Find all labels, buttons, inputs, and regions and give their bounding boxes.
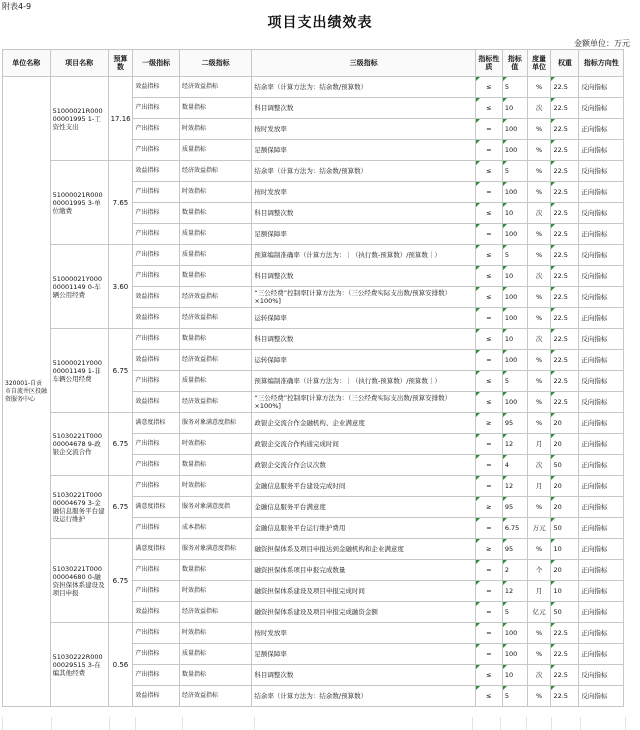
value-cell: 95	[502, 539, 527, 560]
direction-cell: 反向指标	[579, 287, 624, 308]
weight-cell: 22.5	[551, 308, 579, 329]
level1-cell: 产出指标	[133, 203, 180, 224]
nature-cell: ≤	[475, 98, 502, 119]
level3-cell: 金融信息服务平台建设完成时间	[252, 476, 476, 497]
measure-unit-cell: %	[527, 371, 551, 392]
budget-cell: 0.56	[108, 623, 133, 707]
level2-cell: 质量指标	[179, 224, 251, 245]
weight-cell: 22.5	[551, 182, 579, 203]
measure-unit-cell: %	[527, 140, 551, 161]
level1-cell: 效益指标	[133, 308, 180, 329]
value-cell: 100	[502, 287, 527, 308]
header-nature: 指标性质	[475, 50, 502, 77]
measure-unit-cell: %	[527, 350, 551, 371]
value-cell: 100	[502, 140, 527, 161]
weight-cell: 22.5	[551, 245, 579, 266]
project-name-cell: 51030221T00000004678 9-政银企交流合作	[50, 413, 108, 476]
weight-cell: 20	[551, 434, 579, 455]
measure-unit-cell: %	[527, 182, 551, 203]
level3-cell: 运转保障率	[252, 308, 476, 329]
level1-cell: 产出指标	[133, 140, 180, 161]
header-budget: 预算数	[108, 50, 133, 77]
level1-cell: 效益指标	[133, 287, 180, 308]
direction-cell: 正向指标	[579, 308, 624, 329]
measure-unit-cell: %	[527, 119, 551, 140]
measure-unit-cell: %	[527, 539, 551, 560]
measure-unit-cell: 个	[527, 560, 551, 581]
level3-cell: 融资担保体系建设及项目申报完成时间	[252, 581, 476, 602]
value-cell: 100	[502, 182, 527, 203]
table-row	[3, 476, 624, 497]
level2-cell: 经济效益指标	[179, 77, 251, 98]
nature-cell: ≥	[475, 539, 502, 560]
nature-cell: =	[475, 434, 502, 455]
budget-cell: 6.75	[108, 413, 133, 476]
measure-unit-cell: 月	[527, 581, 551, 602]
nature-cell: ≤	[475, 392, 502, 413]
level3-cell: 结余率（计算方法为：结余数/预算数）	[252, 77, 476, 98]
level2-cell: 时效指标	[179, 476, 251, 497]
measure-unit-cell: 次	[527, 665, 551, 686]
weight-cell: 22.5	[551, 287, 579, 308]
direction-cell: 正向指标	[579, 518, 624, 539]
level1-cell: 满意度指标	[133, 413, 180, 434]
value-cell: 100	[502, 224, 527, 245]
budget-cell: 7.65	[108, 161, 133, 245]
level2-cell: 服务对象满意度指	[179, 497, 251, 518]
level3-cell: 融资担保体系项目申报完成数量	[252, 560, 476, 581]
measure-unit-cell: %	[527, 77, 551, 98]
weight-cell: 22.5	[551, 686, 579, 707]
nature-cell: =	[475, 560, 502, 581]
weight-cell: 22.5	[551, 98, 579, 119]
weight-cell: 22.5	[551, 392, 579, 413]
value-cell: 10	[502, 98, 527, 119]
measure-unit-cell: %	[527, 623, 551, 644]
level2-cell: 时效指标	[179, 119, 251, 140]
nature-cell: =	[475, 602, 502, 623]
header-level2: 二级指标	[179, 50, 251, 77]
direction-cell: 反向指标	[579, 371, 624, 392]
weight-cell: 20	[551, 560, 579, 581]
weight-cell: 22.5	[551, 350, 579, 371]
budget-cell: 6.75	[108, 329, 133, 413]
value-cell: 12	[502, 581, 527, 602]
value-cell: 5	[502, 371, 527, 392]
nature-cell: =	[475, 350, 502, 371]
measure-unit-cell: 月	[527, 434, 551, 455]
level3-cell: 融资担保体系建设及项目申报完成融资金额	[252, 602, 476, 623]
header-level1: 一级指标	[133, 50, 180, 77]
header-weight: 权重	[551, 50, 579, 77]
value-cell: 100	[502, 119, 527, 140]
nature-cell: ≤	[475, 203, 502, 224]
weight-cell: 22.5	[551, 161, 579, 182]
header-project-name: 项目名称	[50, 50, 108, 77]
level2-cell: 数量指标	[179, 98, 251, 119]
measure-unit-cell: 月	[527, 476, 551, 497]
level1-cell: 产出指标	[133, 518, 180, 539]
project-name-cell: 51000021Y00000001149 1-非车辆公用经费	[50, 329, 108, 413]
direction-cell: 反向指标	[579, 392, 624, 413]
nature-cell: ≤	[475, 161, 502, 182]
nature-cell: =	[475, 455, 502, 476]
measure-unit-cell: %	[527, 686, 551, 707]
level3-cell: 预算编制准确率（计算方法为：｜（执行数-预算数）/预算数｜）	[252, 371, 476, 392]
level2-cell: 质量指标	[179, 371, 251, 392]
level1-cell: 产出指标	[133, 182, 180, 203]
weight-cell: 50	[551, 518, 579, 539]
header-value: 指标值	[502, 50, 527, 77]
nature-cell: =	[475, 644, 502, 665]
project-name-cell: 51030222R00000029515 3-在编其他经费	[50, 623, 108, 707]
measure-unit-cell: 次	[527, 266, 551, 287]
value-cell: 100	[502, 623, 527, 644]
budget-cell: 6.75	[108, 476, 133, 539]
weight-cell: 22.5	[551, 665, 579, 686]
level1-cell: 产出指标	[133, 476, 180, 497]
weight-cell: 22.5	[551, 203, 579, 224]
nature-cell: ≤	[475, 287, 502, 308]
weight-cell: 50	[551, 602, 579, 623]
level3-cell: 金融信息服务平台满意度	[252, 497, 476, 518]
measure-unit-cell: %	[527, 287, 551, 308]
level3-cell: 结余率（计算方法为：结余数/预算数）	[252, 686, 476, 707]
value-cell: 95	[502, 497, 527, 518]
weight-cell: 22.5	[551, 119, 579, 140]
level1-cell: 产出指标	[133, 245, 180, 266]
level2-cell: 质量指标	[179, 245, 251, 266]
measure-unit-cell: 次	[527, 203, 551, 224]
nature-cell: ≤	[475, 266, 502, 287]
level3-cell: 足额保障率	[252, 224, 476, 245]
table-row	[3, 245, 624, 266]
direction-cell: 正向指标	[579, 182, 624, 203]
level3-cell: 预算编制准确率（计算方法为：｜（执行数-预算数）/预算数｜）	[252, 245, 476, 266]
level1-cell: 效益指标	[133, 350, 180, 371]
level1-cell: 效益指标	[133, 161, 180, 182]
level1-cell: 产出指标	[133, 665, 180, 686]
value-cell: 10	[502, 203, 527, 224]
nature-cell: ≤	[475, 686, 502, 707]
level2-cell: 数量指标	[179, 266, 251, 287]
header-measure-unit: 度量单位	[527, 50, 551, 77]
direction-cell: 正向指标	[579, 140, 624, 161]
level2-cell: 数量指标	[179, 560, 251, 581]
direction-cell: 正向指标	[579, 434, 624, 455]
level1-cell: 效益指标	[133, 686, 180, 707]
nature-cell: =	[475, 623, 502, 644]
weight-cell: 22.5	[551, 266, 579, 287]
table-row	[3, 623, 624, 644]
project-name-cell: 51000021R00000001995 1-工资性支出	[50, 77, 108, 161]
measure-unit-cell: %	[527, 392, 551, 413]
direction-cell: 正向指标	[579, 476, 624, 497]
nature-cell: =	[475, 518, 502, 539]
level1-cell: 效益指标	[133, 392, 180, 413]
direction-cell: 正向指标	[579, 560, 624, 581]
weight-cell: 22.5	[551, 224, 579, 245]
value-cell: 10	[502, 665, 527, 686]
nature-cell: =	[475, 224, 502, 245]
level1-cell: 效益指标	[133, 77, 180, 98]
budget-cell: 6.75	[108, 539, 133, 623]
level2-cell: 成本指标	[179, 518, 251, 539]
direction-cell: 反向指标	[579, 665, 624, 686]
level3-cell: 融资担保体系及项目申报达到金融机构和企业满意度	[252, 539, 476, 560]
level3-cell: 科目调整次数	[252, 98, 476, 119]
level2-cell: 经济效益指标	[179, 308, 251, 329]
attachment-label: 附表4-9	[2, 2, 32, 11]
direction-cell: 正向指标	[579, 224, 624, 245]
level3-cell: 按时发放率	[252, 119, 476, 140]
measure-unit-cell: 亿元	[527, 602, 551, 623]
project-name-cell: 51000021Y00000001149 0-车辆公用经费	[50, 245, 108, 329]
value-cell: 100	[502, 644, 527, 665]
nature-cell: =	[475, 119, 502, 140]
level2-cell: 经济效益指标	[179, 161, 251, 182]
measure-unit-cell: %	[527, 308, 551, 329]
level1-cell: 产出指标	[133, 581, 180, 602]
amount-unit-label: 金额单位：万元	[574, 39, 630, 48]
level3-cell: 政银企交流合作构通完成时间	[252, 434, 476, 455]
nature-cell: ≤	[475, 371, 502, 392]
level3-cell: 结余率（计算方法为：结余数/预算数）	[252, 161, 476, 182]
nature-cell: ≤	[475, 77, 502, 98]
level1-cell: 产出指标	[133, 644, 180, 665]
performance-table	[2, 49, 624, 707]
table-row	[3, 329, 624, 350]
value-cell: 6.75	[502, 518, 527, 539]
direction-cell: 反向指标	[579, 161, 624, 182]
project-name-cell: 51030221T00000004679 3-金融信息服务平台建设运行维护	[50, 476, 108, 539]
level1-cell: 产出指标	[133, 266, 180, 287]
level1-cell: 满意度指标	[133, 539, 180, 560]
measure-unit-cell: %	[527, 161, 551, 182]
value-cell: 12	[502, 434, 527, 455]
level1-cell: 产出指标	[133, 560, 180, 581]
direction-cell: 正向指标	[579, 350, 624, 371]
table-body	[3, 77, 624, 707]
level3-cell: 足额保障率	[252, 140, 476, 161]
value-cell: 5	[502, 77, 527, 98]
budget-cell: 3.60	[108, 245, 133, 329]
table-row	[3, 77, 624, 98]
value-cell: 10	[502, 329, 527, 350]
nature-cell: ≤	[475, 245, 502, 266]
level1-cell: 产出指标	[133, 455, 180, 476]
direction-cell: 反向指标	[579, 329, 624, 350]
level1-cell: 效益指标	[133, 602, 180, 623]
direction-cell: 反向指标	[579, 203, 624, 224]
project-name-cell: 51000021R00000001995 3-单位缴费	[50, 161, 108, 245]
value-cell: 2	[502, 560, 527, 581]
weight-cell: 50	[551, 455, 579, 476]
direction-cell: 正向指标	[579, 623, 624, 644]
weight-cell: 22.5	[551, 140, 579, 161]
table-row	[3, 539, 624, 560]
level3-cell: 按时发放率	[252, 623, 476, 644]
unit-name-cell: 320001-自贡市自流井区投融资服务中心	[3, 77, 51, 707]
weight-cell: 22.5	[551, 77, 579, 98]
level1-cell: 产出指标	[133, 434, 180, 455]
direction-cell: 正向指标	[579, 413, 624, 434]
level2-cell: 数量指标	[179, 665, 251, 686]
level1-cell: 产出指标	[133, 623, 180, 644]
level3-cell: “三公经费”控制率[计算方法为：（三公经费实际支出数/预算安排数）×100%]	[252, 392, 476, 413]
weight-cell: 20	[551, 476, 579, 497]
level2-cell: 服务对象满意度指标	[179, 413, 251, 434]
level2-cell: 经济效益指标	[179, 602, 251, 623]
measure-unit-cell: %	[527, 497, 551, 518]
header-level3: 三级指标	[252, 50, 476, 77]
level2-cell: 时效指标	[179, 182, 251, 203]
level3-cell: 科目调整次数	[252, 203, 476, 224]
nature-cell: ≥	[475, 497, 502, 518]
table-title: 项目支出绩效表	[267, 15, 373, 31]
weight-cell: 10	[551, 539, 579, 560]
level2-cell: 经济效益指标	[179, 350, 251, 371]
value-cell: 4	[502, 455, 527, 476]
measure-unit-cell: 次	[527, 329, 551, 350]
budget-cell: 17.16	[108, 77, 133, 161]
direction-cell: 反向指标	[579, 77, 624, 98]
measure-unit-cell: %	[527, 413, 551, 434]
value-cell: 10	[502, 266, 527, 287]
direction-cell: 正向指标	[579, 602, 624, 623]
level2-cell: 服务对象满意度指标	[179, 539, 251, 560]
value-cell: 95	[502, 413, 527, 434]
level2-cell: 数量指标	[179, 329, 251, 350]
nature-cell: ≤	[475, 665, 502, 686]
direction-cell: 正向指标	[579, 119, 624, 140]
header-direction: 指标方向性	[579, 50, 624, 77]
nature-cell: =	[475, 581, 502, 602]
value-cell: 5	[502, 602, 527, 623]
direction-cell: 正向指标	[579, 455, 624, 476]
direction-cell: 反向指标	[579, 686, 624, 707]
level3-cell: 政银企交流合作金融机构、企业满意度	[252, 413, 476, 434]
level3-cell: 科目调整次数	[252, 665, 476, 686]
level1-cell: 产出指标	[133, 371, 180, 392]
level2-cell: 时效指标	[179, 434, 251, 455]
header-row	[3, 50, 624, 77]
header-unit-name: 单位名称	[3, 50, 51, 77]
level1-cell: 产出指标	[133, 98, 180, 119]
nature-cell: =	[475, 476, 502, 497]
weight-cell: 22.5	[551, 644, 579, 665]
value-cell: 5	[502, 686, 527, 707]
measure-unit-cell: 次	[527, 98, 551, 119]
level2-cell: 时效指标	[179, 623, 251, 644]
value-cell: 100	[502, 350, 527, 371]
measure-unit-cell: %	[527, 224, 551, 245]
value-cell: 5	[502, 161, 527, 182]
level3-cell: 科目调整次数	[252, 266, 476, 287]
nature-cell: =	[475, 140, 502, 161]
level1-cell: 产出指标	[133, 329, 180, 350]
level1-cell: 满意度指标	[133, 497, 180, 518]
nature-cell: =	[475, 308, 502, 329]
measure-unit-cell: %	[527, 245, 551, 266]
measure-unit-cell: 万元	[527, 518, 551, 539]
level3-cell: “三公经费”控制率[计算方法为：（三公经费实际支出数/预算安排数）×100%]	[252, 287, 476, 308]
level2-cell: 时效指标	[179, 581, 251, 602]
sheet-grid-bottom	[2, 717, 625, 730]
direction-cell: 正向指标	[579, 581, 624, 602]
value-cell: 100	[502, 392, 527, 413]
value-cell: 12	[502, 476, 527, 497]
direction-cell: 正向指标	[579, 644, 624, 665]
weight-cell: 22.5	[551, 623, 579, 644]
level2-cell: 经济效益指标	[179, 287, 251, 308]
weight-cell: 10	[551, 581, 579, 602]
level3-cell: 金融信息服务平台运行维护费用	[252, 518, 476, 539]
table-row	[3, 413, 624, 434]
direction-cell: 反向指标	[579, 266, 624, 287]
level2-cell: 数量指标	[179, 203, 251, 224]
direction-cell: 正向指标	[579, 497, 624, 518]
value-cell: 5	[502, 245, 527, 266]
level1-cell: 产出指标	[133, 224, 180, 245]
level3-cell: 政银企交流合作会议次数	[252, 455, 476, 476]
weight-cell: 22.5	[551, 329, 579, 350]
direction-cell: 反向指标	[579, 98, 624, 119]
nature-cell: =	[475, 182, 502, 203]
level2-cell: 经济效益指标	[179, 686, 251, 707]
weight-cell: 22.5	[551, 371, 579, 392]
level3-cell: 按时发放率	[252, 182, 476, 203]
level2-cell: 数量指标	[179, 455, 251, 476]
level1-cell: 产出指标	[133, 119, 180, 140]
direction-cell: 正向指标	[579, 539, 624, 560]
weight-cell: 20	[551, 413, 579, 434]
level3-cell: 运转保障率	[252, 350, 476, 371]
measure-unit-cell: %	[527, 644, 551, 665]
nature-cell: ≤	[475, 329, 502, 350]
direction-cell: 反向指标	[579, 245, 624, 266]
measure-unit-cell: 次	[527, 455, 551, 476]
project-name-cell: 51030221T00000004680 0-融资担保体系建设及项目申报	[50, 539, 108, 623]
level3-cell: 足额保障率	[252, 644, 476, 665]
value-cell: 100	[502, 308, 527, 329]
level3-cell: 科目调整次数	[252, 329, 476, 350]
nature-cell: ≥	[475, 413, 502, 434]
level2-cell: 质量指标	[179, 644, 251, 665]
level2-cell: 经济效益指标	[179, 392, 251, 413]
table-row	[3, 161, 624, 182]
level2-cell: 质量指标	[179, 140, 251, 161]
weight-cell: 20	[551, 497, 579, 518]
